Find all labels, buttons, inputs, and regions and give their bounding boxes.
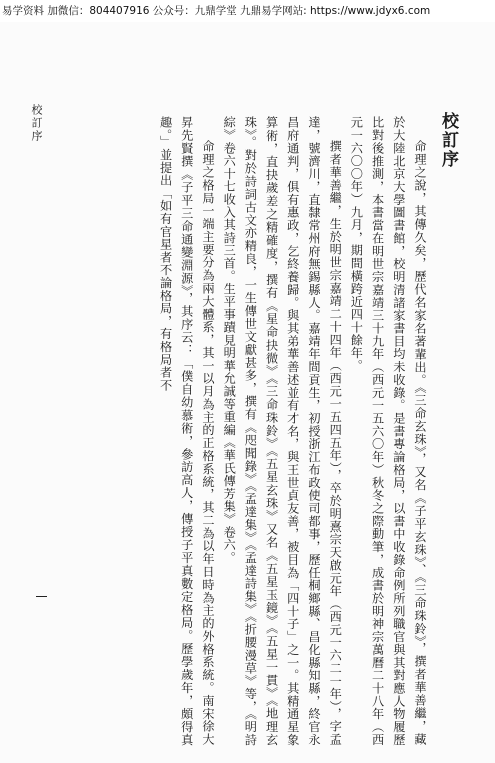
running-header: 校訂序 [30,104,43,143]
paragraph: 命理之格局一端主要分為兩大體系，其一以月為主的正格系統，其二為以年日時為主的外格系統。南宋徐大昇先賢撰《子平三命通變淵源》，其序云：「僕自幼慕術，參訪高人，傳授子平真數定格局。歷學歲年，頗得真趣。」並提出「如有官星者不論格局，有格局者不 [158,116,215,746]
watermark-banner: 易学资料 加微信：804407916 公众号：九鼎学堂 九鼎易学网站: https://www.jdyx6.com [0,0,495,22]
body-text [60,116,430,746]
page-title: 校訂序 [438,112,458,169]
paragraph: 撰者華善繼，生於明世宗嘉靖二十四年（西元一五四五年），卒於明熹宗天啟元年（西元一六二一年），字孟達，號濟川，直隸常州府無錫縣人。嘉靖年間貢生，初授浙江布政使司都事，歷任桐鄉縣、昌化縣知縣，終官永昌府通判，俱有惠政，乞終養歸。與其弟華善述並有才名，與王世貞友善，被目為「四十子」之一。其精通星象算術，直抉歲差之精確度，撰有《星命抉微》《三命珠鈴》《五星玄珠》又名《五星玉鏡》《五星一貫》《地理玄珠》。對於詩詞古文亦精良，一生傳世文獻甚多，撰有《咫聞錄》《孟達集》《孟達詩集》《折腰漫草》等，《明詩綜》卷六十七收入其詩三首。生平事蹟見明華允誠等重編《華氏傳芳集》卷六。 [222,116,343,746]
page-number [36,596,47,597]
paragraph: 命理之說，其傳久矣，歷代名家名著輩出。《三命玄珠》，又名《子平玄珠》、《三命珠鈴》，撰者華善繼，藏於大陸北京大學圖書館，校明清諸家書目均未收錄。是書專論格局，以書中收錄命例所列職官與其對應人物履歷比對後推測，本書當在明世宗嘉靖三十九年（西元一五六〇年）秋冬之際動筆，成書於明神宗萬曆二十八年（西元一六〇〇年）九月，期間橫跨近四十餘年。 [349,116,427,746]
